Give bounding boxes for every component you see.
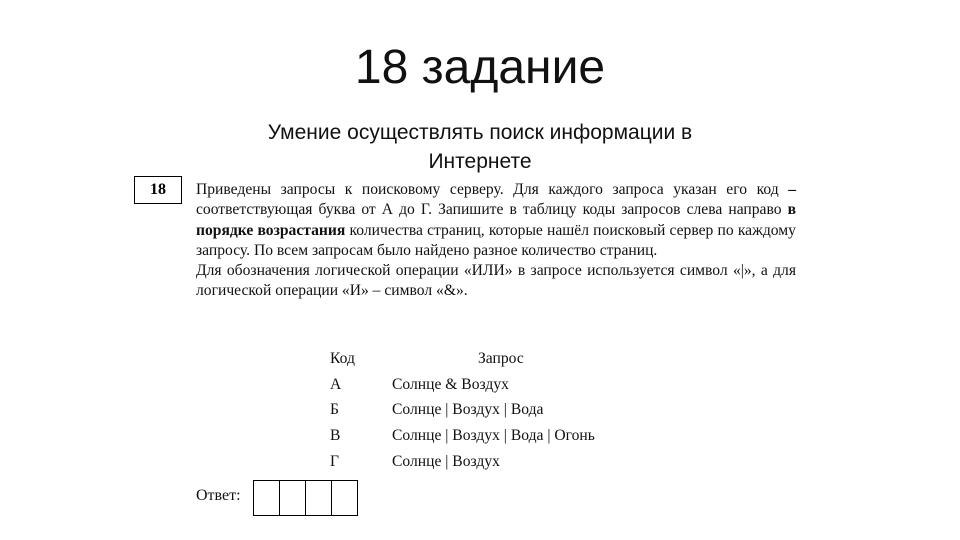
slide-title: 18 задание (354, 41, 606, 94)
answer-boxes (253, 480, 358, 516)
header-code: Код (330, 349, 355, 367)
header-query: Запрос (478, 349, 524, 367)
row-query: Солнце | Воздух | Вода (392, 401, 544, 419)
task-text-dash: – (778, 181, 796, 198)
task-text-part: количества страниц, которые нашёл поисковый сервер по каждому запросу. По всем запросам было найдено разное количество страниц. (196, 221, 796, 259)
table-row (322, 397, 595, 423)
table-header-row (322, 346, 595, 372)
task-text-emphasis: в порядке возрастания (196, 201, 796, 239)
task-paragraph-1 (196, 180, 796, 261)
queries-table (322, 346, 595, 474)
answer-label: Ответ: (196, 487, 241, 504)
row-code: Г (330, 452, 340, 470)
task-text-part: Приведены запросы к поисковому серверу. Для каждого запроса указан его код (196, 181, 779, 198)
slide-subtitle: Умение осуществлять поиск информации в Интернете (267, 121, 693, 173)
answer-cell-3[interactable] (306, 481, 332, 515)
table-row (322, 372, 595, 398)
row-code: А (330, 375, 342, 393)
row-code: Б (330, 401, 339, 419)
table-row (322, 423, 595, 449)
answer-cell-1[interactable] (254, 481, 280, 515)
row-query: Солнце | Воздух | Вода | Огонь (392, 426, 595, 444)
task-paragraph-2: Для обозначения логической операции «ИЛИ» в запросе используется символ «|», а для логической операции «И» – символ «&». (196, 262, 796, 300)
row-query: Солнце | Воздух (392, 452, 500, 470)
task-statement (196, 180, 796, 302)
row-query: Солнце & Воздух (392, 375, 509, 393)
task-number-box: 18 (134, 176, 182, 204)
task-text-part: соответствующая буква от А до Г. Запишите в таблицу коды запросов слева направо (196, 201, 788, 219)
row-code: В (330, 426, 341, 444)
answer-cell-4[interactable] (332, 481, 357, 515)
answer-cell-2[interactable] (280, 481, 306, 515)
table-row (322, 449, 595, 475)
